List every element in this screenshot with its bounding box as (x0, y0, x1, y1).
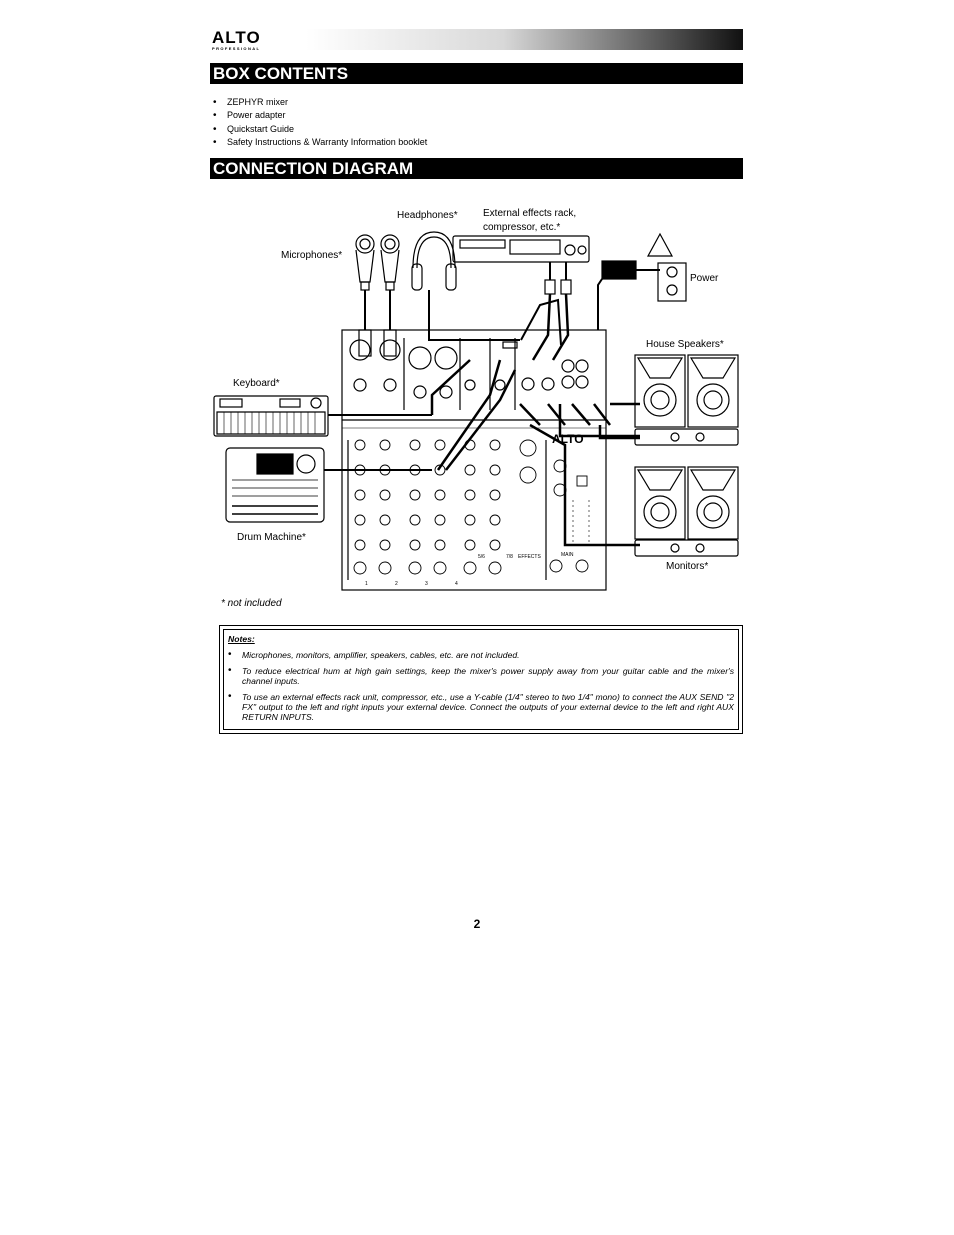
effects-label-line1: External effects rack, (483, 208, 577, 219)
notes-box (223, 629, 739, 730)
list-item: • Quickstart Guide (213, 123, 427, 136)
drum-machine-illustration (226, 448, 432, 522)
monitors-label: Monitors* (666, 561, 709, 572)
keyboard-label: Keyboard* (233, 378, 280, 389)
page-number: 2 (473, 917, 481, 931)
power-label: Power (690, 273, 719, 284)
note-item: • To use an external effects rack unit, compressor, etc., use a Y-cable (1/4" stereo to two 1/4" mono) to connect the AUX SEND "2 FX" output to the left and right inputs your external device. Connect the outputs of your external device to the left and right AUX RETURN INPUTS. (228, 692, 734, 723)
box-contents-heading: BOX CONTENTS (210, 63, 743, 84)
mixer-ch3: 3 (425, 581, 428, 587)
mixer-logo: ALTO (552, 432, 584, 446)
power-adapter-illustration (598, 234, 686, 330)
connection-diagram-heading: CONNECTION DIAGRAM (210, 158, 743, 179)
keyboard-illustration (214, 396, 432, 436)
house-speakers-label: House Speakers* (646, 339, 724, 350)
drum-machine-label: Drum Machine* (237, 532, 306, 543)
mixer-illustration (342, 330, 606, 590)
mixer-effects: EFFECTS (518, 554, 541, 560)
effects-label-line2: compressor, etc.* (483, 222, 561, 233)
mixer-ch2: 2 (395, 581, 398, 587)
list-item: • ZEPHYR mixer (213, 96, 427, 109)
cables (432, 360, 640, 545)
list-item: • Power adapter (213, 109, 427, 122)
house-speakers-illustration (635, 355, 738, 445)
logo-main-text: ALTO (212, 28, 261, 47)
notes-title: Notes: (228, 634, 255, 644)
footnote-not-included: * not included (221, 598, 282, 609)
microphones-illustration (356, 235, 399, 356)
knob-grid (354, 440, 588, 574)
logo-sub-text: PROFESSIONAL (212, 46, 261, 51)
list-item: • Safety Instructions & Warranty Information booklet (213, 136, 427, 149)
note-item: • Microphones, monitors, amplifier, speakers, cables, etc. are not included. (228, 650, 734, 660)
monitors-illustration (635, 467, 738, 556)
mixer-ch4: 4 (455, 581, 458, 587)
mixer-main: MAIN (561, 552, 574, 558)
microphones-label: Microphones* (281, 250, 343, 261)
effects-rack-illustration (453, 236, 589, 360)
headphones-label: Headphones* (397, 210, 458, 221)
mixer-ch56: 5/6 (478, 554, 485, 560)
note-item: • To reduce electrical hum at high gain settings, keep the mixer's power supply away from your guitar cable and the mixer's channel inputs. (228, 666, 734, 687)
mixer-ch78: 7/8 (506, 554, 513, 560)
mixer-ch1: 1 (365, 581, 368, 587)
